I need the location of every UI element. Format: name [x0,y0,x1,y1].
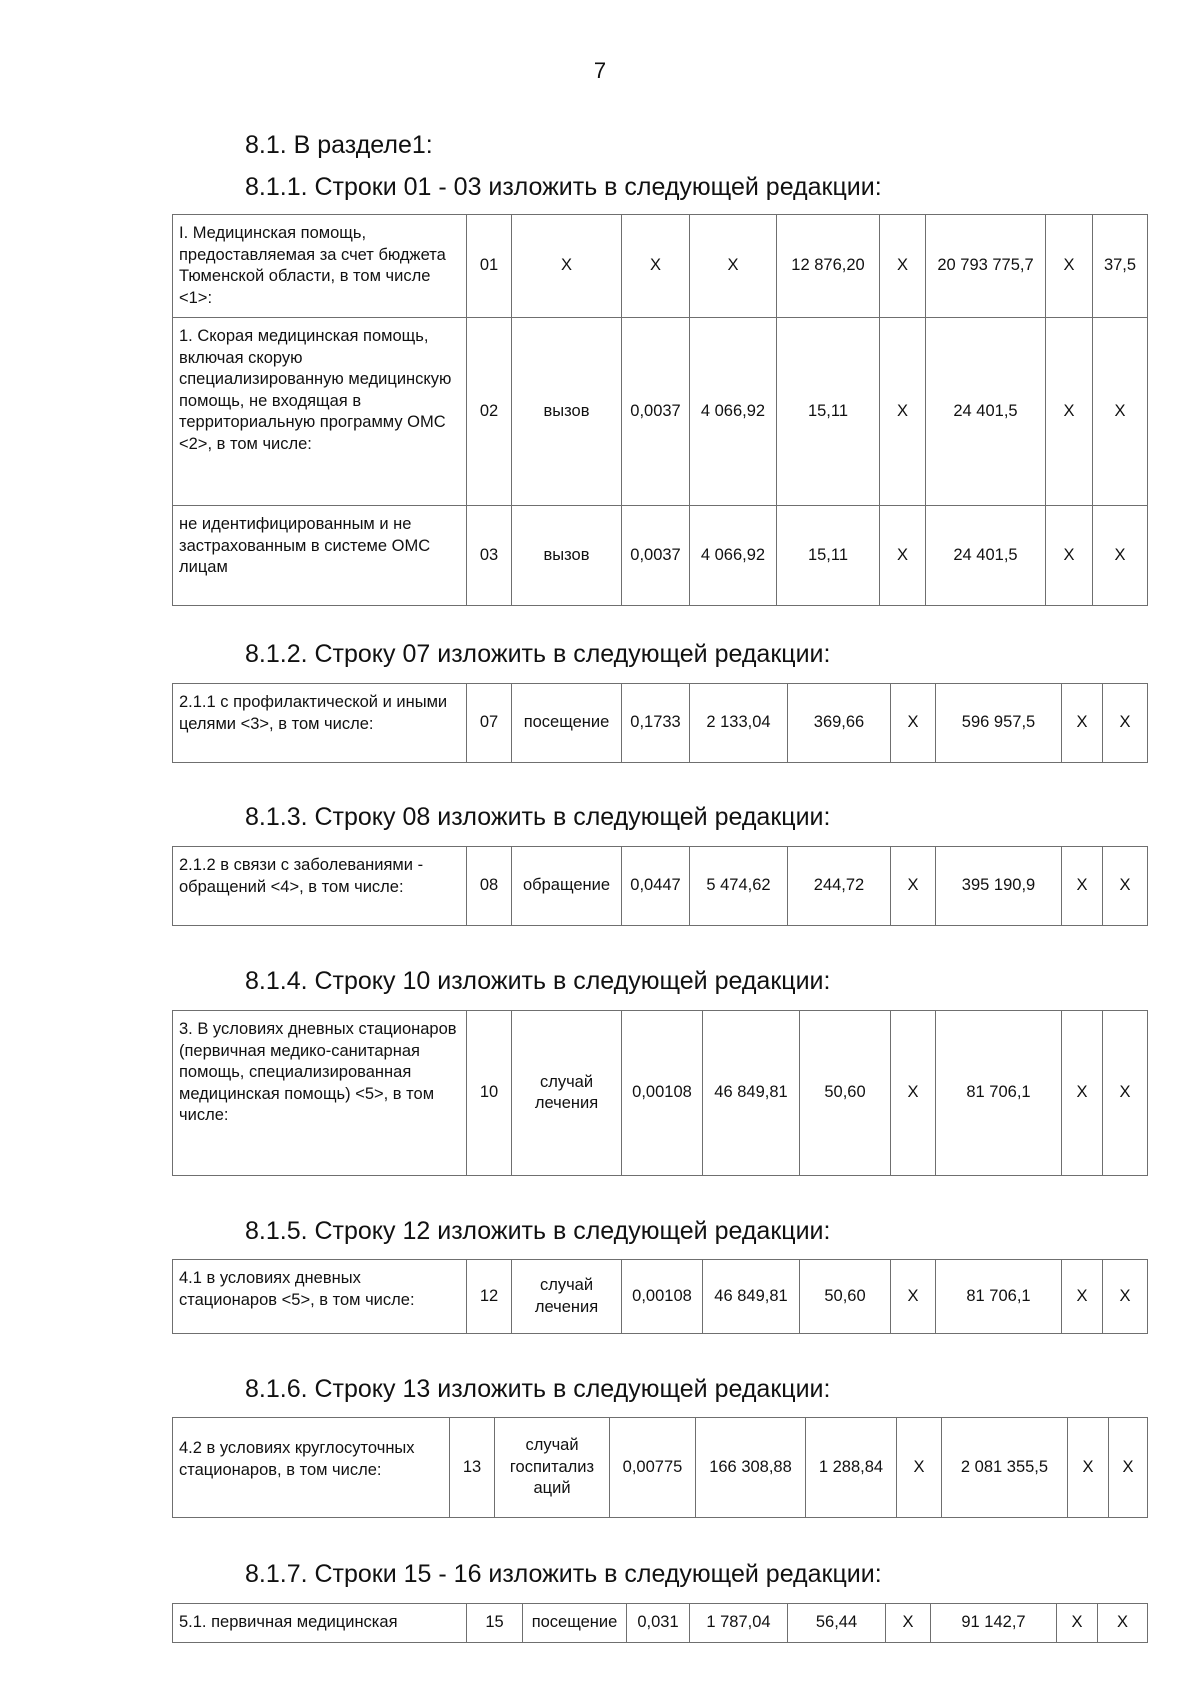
table-cell: X [1046,318,1093,506]
table-cell: 81 706,1 [936,1011,1062,1176]
table-cell: X [1103,1260,1148,1334]
table-row-13 [172,1417,1148,1518]
row-number: 03 [467,506,512,606]
table-cell: 0,00108 [622,1260,703,1334]
table-cell: X [1046,506,1093,606]
row-name: 3. В условиях дневных стационаров (первичная медико-санитарная помощь, специализированная медицинская помощь) <5>, в том числе: [173,1011,467,1176]
table-cell: 596 957,5 [936,684,1062,763]
table-cell: X [1103,1011,1148,1176]
table-cell: 91 142,7 [931,1604,1057,1643]
table-cell: X [1057,1604,1098,1643]
unit-cell: случай госпитализ аций [495,1418,610,1518]
heading-8-1-6: 8.1.6. Строку 13 изложить в следующей редакции: [245,1375,831,1403]
table-row [173,318,1148,506]
table-cell: X [1062,847,1103,926]
table-cell: 24 401,5 [926,506,1046,606]
table-cell: 50,60 [800,1260,891,1334]
table-row [173,1604,1148,1643]
table-cell: X [880,318,926,506]
table-cell: X [1103,847,1148,926]
row-name: не идентифицированным и не застрахованным в системе ОМС лицам [173,506,467,606]
table-row [173,215,1148,318]
table-cell: X [1062,1260,1103,1334]
table-cell: 4 066,92 [690,318,777,506]
table-cell: 244,72 [788,847,891,926]
table-cell: 4 066,92 [690,506,777,606]
table-cell: X [880,506,926,606]
table-cell: 1 787,04 [690,1604,788,1643]
table-cell: 56,44 [788,1604,886,1643]
row-name: 1. Скорая медицинская помощь, включая скорую специализированную медицинскую помощь, не входящая в территориальную программу ОМС <2>, в том числе: [173,318,467,506]
heading-8-1-2: 8.1.2. Строку 07 изложить в следующей редакции: [245,640,831,668]
table-cell: 369,66 [788,684,891,763]
table-cell: 0,00108 [622,1011,703,1176]
table-cell: X [1093,318,1148,506]
table-cell: 2 133,04 [690,684,788,763]
row-number: 10 [467,1011,512,1176]
table-cell: X [1062,1011,1103,1176]
table-row [173,847,1148,926]
heading-8-1-3: 8.1.3. Строку 08 изложить в следующей редакции: [245,803,831,831]
table-cell: 166 308,88 [696,1418,806,1518]
table-cell: X [886,1604,931,1643]
table-cell: 395 190,9 [936,847,1062,926]
table-cell: 81 706,1 [936,1260,1062,1334]
table-row-08 [172,846,1148,926]
table-cell: 46 849,81 [703,1011,800,1176]
table-cell: 0,031 [627,1604,690,1643]
heading-8-1-5: 8.1.5. Строку 12 изложить в следующей редакции: [245,1217,831,1245]
table-cell: 15,11 [777,506,880,606]
row-name: 4.2 в условиях круглосуточных стационаров, в том числе: [173,1418,450,1518]
row-number: 07 [467,684,512,763]
page-number: 7 [593,58,607,83]
table-cell: X [891,847,936,926]
table-cell: X [1062,684,1103,763]
table-cell: 0,00775 [610,1418,696,1518]
table-cell: X [1068,1418,1109,1518]
row-number: 12 [467,1260,512,1334]
heading-section-8-1: 8.1. В разделе1: [245,131,433,159]
table-cell: 12 876,20 [777,215,880,318]
table-cell: X [891,1011,936,1176]
table-cell: 37,5 [1093,215,1148,318]
table-cell: 0,0037 [622,506,690,606]
table-cell: X [622,215,690,318]
table-row [173,1418,1148,1518]
table-row-10 [172,1010,1148,1176]
table-row [173,1260,1148,1334]
row-name: 4.1 в условиях дневных стационаров <5>, в том числе: [173,1260,467,1334]
table-row-12 [172,1259,1148,1334]
table-row [173,506,1148,606]
unit-cell: обращение [512,847,622,926]
unit-cell: случай лечения [512,1011,622,1176]
unit-cell: посещение [523,1604,627,1643]
table-cell: 50,60 [800,1011,891,1176]
table-cell: 5 474,62 [690,847,788,926]
unit-cell: случай лечения [512,1260,622,1334]
row-number: 15 [467,1604,523,1643]
unit-cell: вызов [512,506,622,606]
table-cell: X [891,684,936,763]
row-name: 5.1. первичная медицинская [173,1604,467,1643]
unit-cell: вызов [512,318,622,506]
heading-8-1-4: 8.1.4. Строку 10 изложить в следующей редакции: [245,967,831,995]
table-cell: X [897,1418,942,1518]
table-cell: X [891,1260,936,1334]
heading-8-1-7: 8.1.7. Строки 15 - 16 изложить в следующей редакции: [245,1560,882,1588]
table-cell: X [880,215,926,318]
table-row [173,1011,1148,1176]
table-cell: X [1103,684,1148,763]
heading-8-1-1: 8.1.1. Строки 01 - 03 изложить в следующей редакции: [245,173,882,201]
row-number: 01 [467,215,512,318]
row-number: 08 [467,847,512,926]
table-cell: 0,0447 [622,847,690,926]
row-name: 2.1.1 с профилактической и иными целями <3>, в том числе: [173,684,467,763]
table-cell: 2 081 355,5 [942,1418,1068,1518]
unit-cell: X [512,215,622,318]
row-number: 02 [467,318,512,506]
table-rows-01-03 [172,214,1148,606]
unit-cell: посещение [512,684,622,763]
table-cell: 24 401,5 [926,318,1046,506]
table-cell: X [1098,1604,1148,1643]
table-row [173,684,1148,763]
table-cell: X [1109,1418,1148,1518]
table-row-07 [172,683,1148,763]
table-cell: 1 288,84 [806,1418,897,1518]
row-name: 2.1.2 в связи с заболеваниями - обращений <4>, в том числе: [173,847,467,926]
table-cell: 0,1733 [622,684,690,763]
table-cell: 15,11 [777,318,880,506]
row-number: 13 [450,1418,495,1518]
table-cell: X [690,215,777,318]
row-name: I. Медицинская помощь, предоставляемая за счет бюджета Тюменской области, в том числе <1>: [173,215,467,318]
table-cell: 20 793 775,7 [926,215,1046,318]
table-rows-15-16 [172,1603,1148,1643]
table-cell: 0,0037 [622,318,690,506]
table-cell: X [1093,506,1148,606]
table-cell: X [1046,215,1093,318]
table-cell: 46 849,81 [703,1260,800,1334]
